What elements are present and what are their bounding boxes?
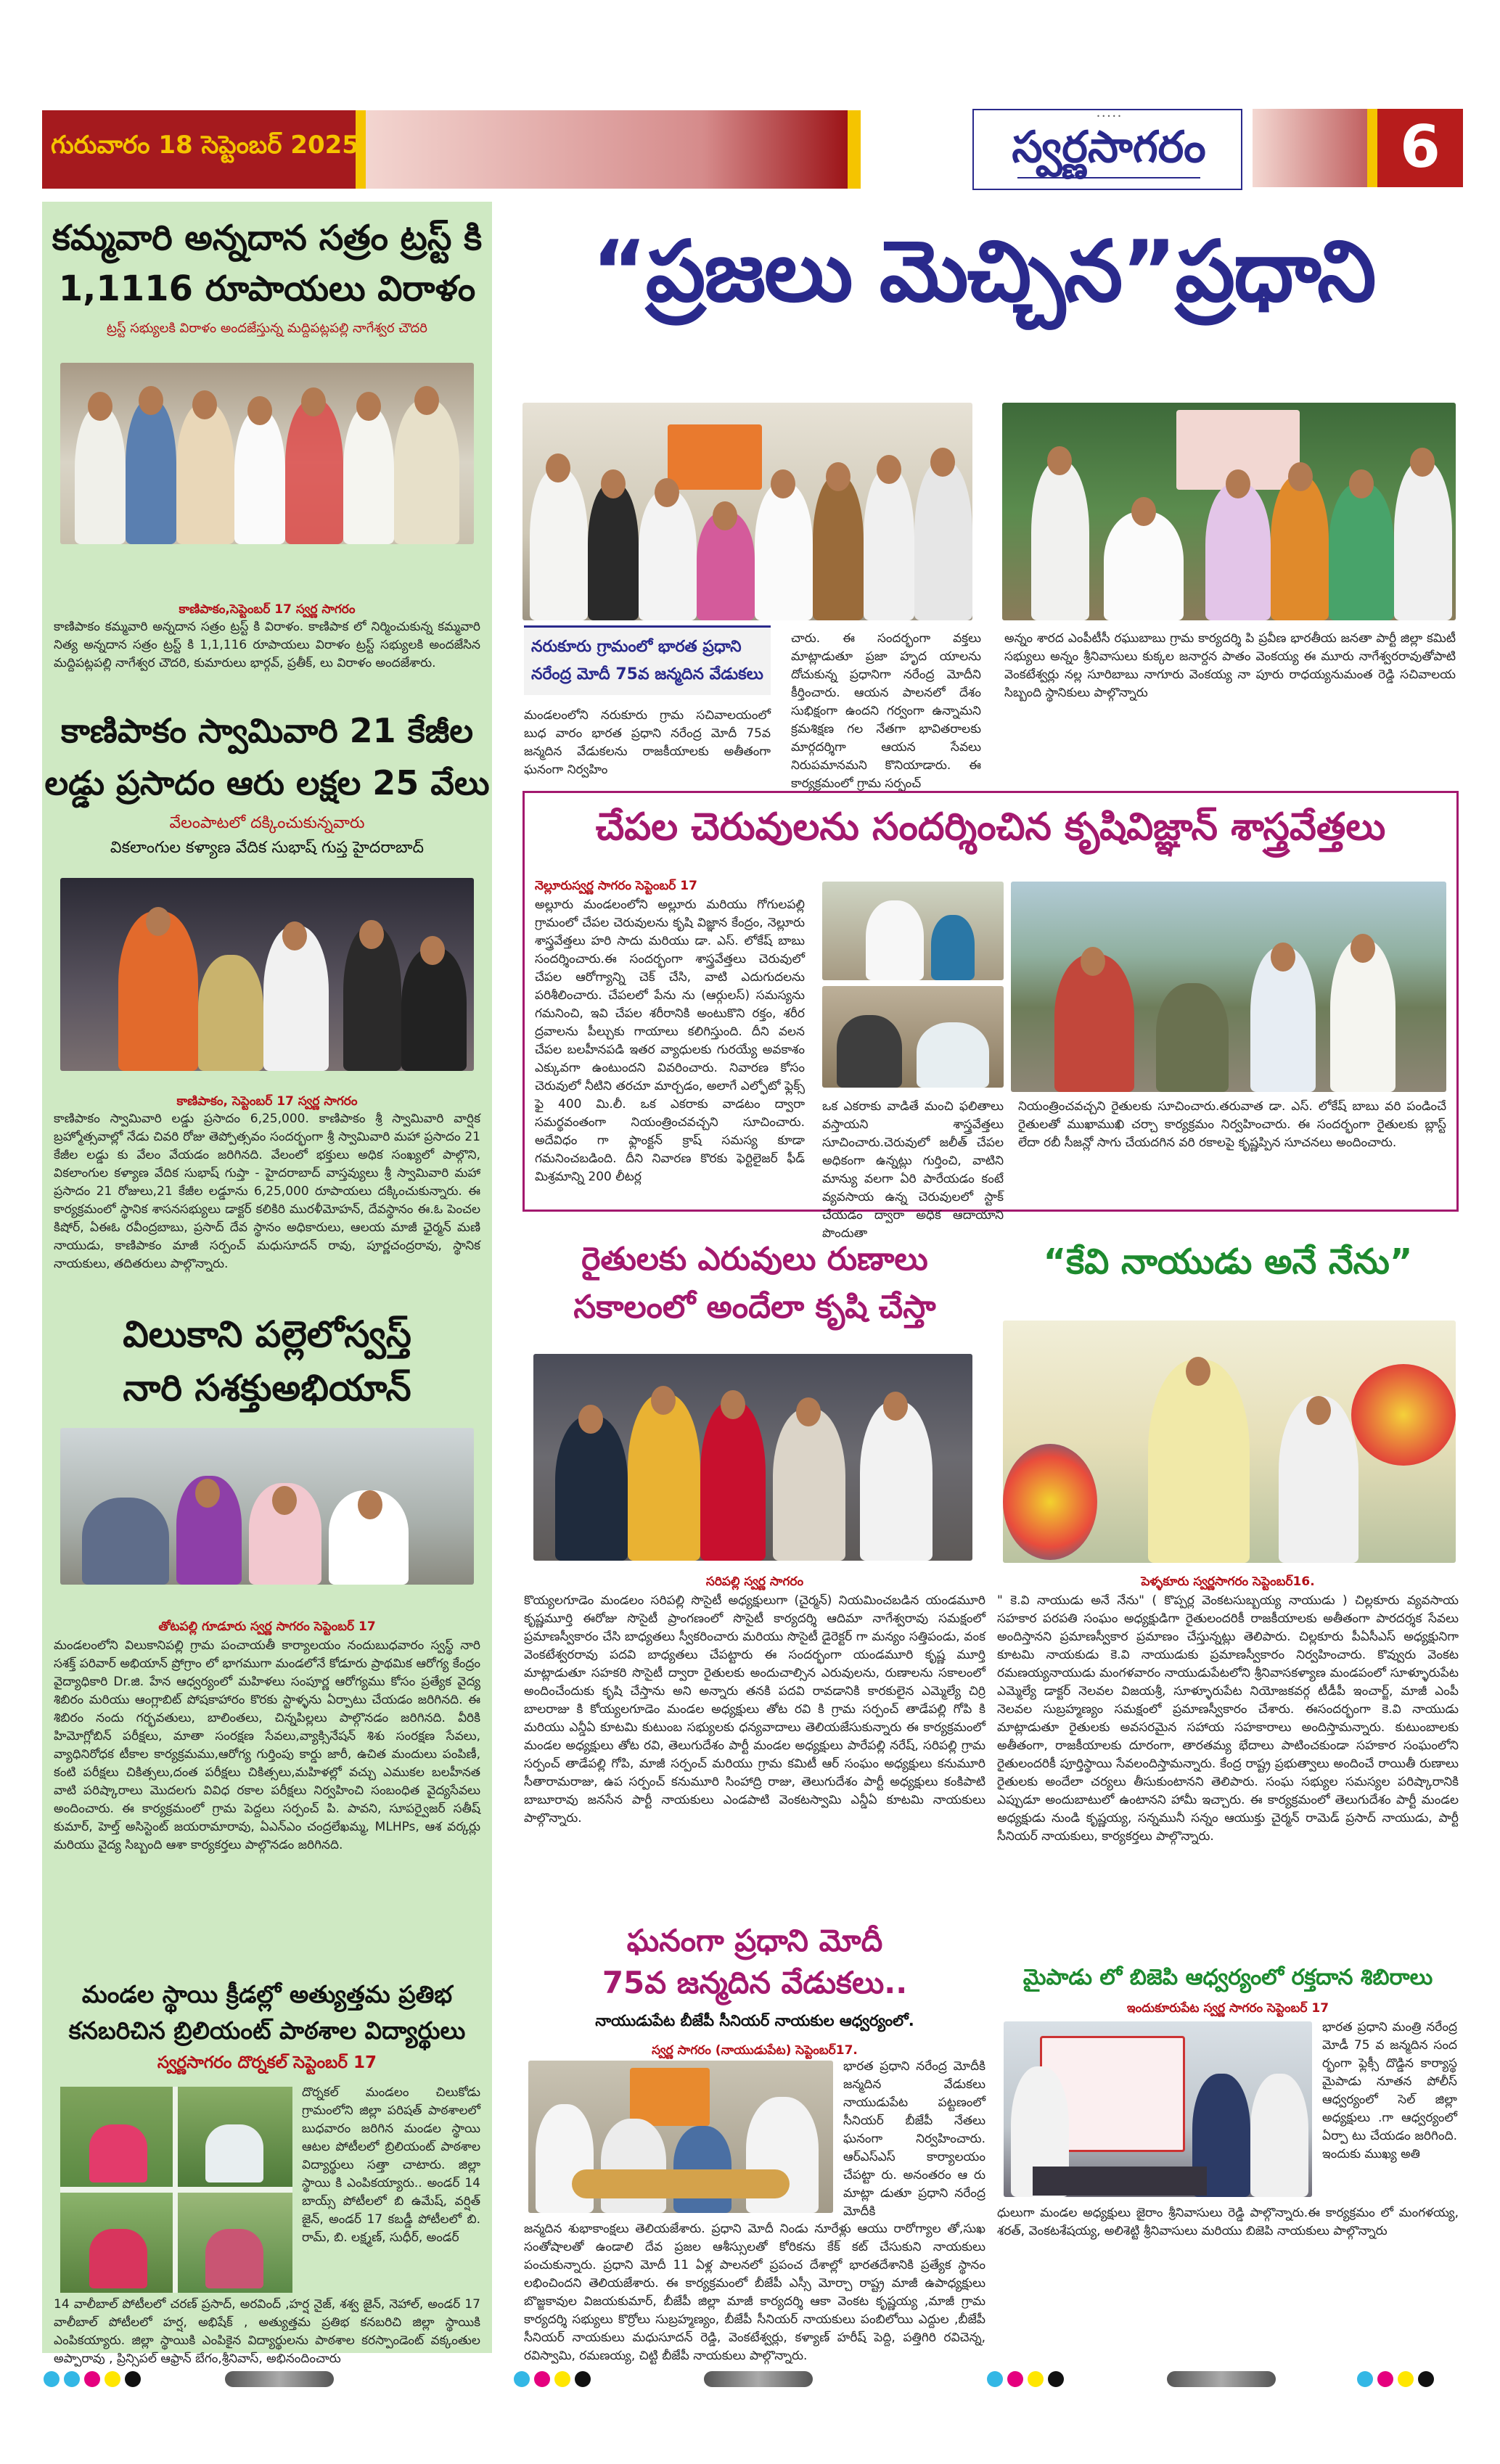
blood-body-full: ధులుగా మండల అధ్యక్షులు జైరాం శ్రీనివాసులు రెడ్డి పాల్గొన్నారు.ఈ కార్యక్రమం లో మంగళయ్య, శరత్, వెంకటశేషయ్య, అలిశెట్టి శ్రీనివాసులు మరియు బిజెపి నాయకులు పాల్గొన్నారు (997, 2206, 1459, 2238)
lead-body-col3: అన్నం శారద ఎంపీటీసీ రఘుబాబు గ్రామ కార్యదర్శి పి ప్రవీణ భారతీయ జనతా పార్టీ జిల్లా కమిటీ సభ్యులు అన్నం శ్రీనివాసులు కుక్కల జనార్దన పాతం వెంకయ్య ఈ మూరు నాగేశ్వరరావుతోపాటి వెంకటేశ్వర్లు నల్ల సూరిబాబు నాగూరు వెంకయ్య నా పూరు రాధయ్యనుమంత రెడ్డి సచివాలయ సిబ్బంది స్థానికులు పాల్గొన్నారు (1004, 631, 1456, 700)
lead-body-col1: మండలంలోని నరుకూరు గ్రామ సచివాలయంలో బుధ వారం భారత ప్రధాని నరేంద్ర మోదీ 75వ జన్మదిన వేడుకలను రాజకీయాలకు అతీతంగా ఘనంగా నిర్వహిం (524, 708, 771, 777)
story4-body-full: 14 వాలీబాల్ పోటీలలో చరణ్ ప్రసాద్, అరవింద్ ,హర్ష నైజ్, శశ్వ జైన్, నెహాల్, అండర్ 17 వాలీబాల్ పోటీలలో హర్ష, అభిషేక్ , అత్యుత్తమ ప్రతిభ కనబరిచి జిల్లా స్థాయికి ఎంపికయ్యారు. జిల్లా స్థాయికి ఎంపికైన విద్యార్థులను పాఠశాల కరస్పాండెంట్ వక్కంతుల అప్పారావు , ప్రిన్సిపల్ ఆఫ్రాన్ బేగం,శ్రీనివాస్, అభినందించారు (54, 2297, 480, 2366)
story3-photo (60, 1428, 474, 1585)
story4-body-column: దొర్నకల్ మండలం చిలుకోడు గ్రామంలోని జిల్లా పరిషత్ పాఠశాలలో బుధవారం జరిగిన మండల స్థాయి ఆటల పోటీలలో బ్రిలియంట్ పాఠశాల విద్యార్థులు సత్తా చాటారు. జిల్లా స్థాయి కి ఎంపికయ్యారు.. అండర్ 14 బాయ్స్ పోటీలలో బి ఉమేష్, వర్షిత్ జైన్, అండర్ 17 కబడ్డీ పోటీలలో బి. రామ్, బి. లక్ష్మణ్, సుధీర్, అండర్ (302, 2085, 480, 2245)
story4-headline-line2: కనబరిచిన బ్రిలియంట్ పాఠశాల విద్యార్థులు (68, 2016, 466, 2045)
registration-bar-2 (704, 2371, 813, 2387)
story1-body: కాణిపాకం కమ్మవారి అన్నదాన సత్రం ట్రస్ట్ కి విరాళం. కాణిపాక లో నిర్మించుకున్న కమ్మవారి నిత్య అన్నదాన సత్రం ట్రస్ట్ కి 1,1,116 రూపాయలు విరాళం ట్రస్ట్ సభ్యులకి అందజేసిన మద్దిపట్లపల్లి నాగేశ్వర చౌదరి, కుమారులు భార్గవ్, ప్రతీక్, లు విరాళం అందజేశారు. (54, 620, 480, 670)
lead-photo-2 (1002, 403, 1456, 620)
lead-body-col2: చారు. ఈ సందర్భంగా వక్తలు మాట్లాడుతూ ప్రజా హృద యాలను దోచుకున్న ప్రధానిగా నరేంద్ర మోదీని కీర్తించారు. ఆయన పాలనలో దేశం సుభిక్షంగా ఉందని గర్వంగా ఉన్నామని క్రమశిక్షణ గల నేతగా భావితరాలకు మార్గదర్శిగా ఆయన సేవలు నిరుపమానమని కొనియాడారు. ఈ కార్యక్రమంలో గ్రామ సర్పంచ్ (791, 631, 981, 791)
story2-credit: కాణిపాకం, సెప్టెంబర్ 17 స్వర్ణ సాగరం (176, 1094, 358, 1109)
fish-photo-2 (822, 986, 1004, 1088)
lead-headline: “ప్రజలు మెచ్చిన”ప్రధాని (591, 223, 1375, 321)
lead-caption: నరుకూరు గ్రామంలో భారత ప్రధాని నరేంద్ర మోదీ 75వ జన్మదిన వేడుకలు (524, 625, 771, 695)
registration-marks-left (44, 2371, 232, 2393)
blood-credit: ఇందుకూరుపేట స్వర్ణ సాగరం సెప్టెంబర్ 17 (1126, 2001, 1329, 2016)
lead-photo-1 (522, 403, 972, 620)
story1-subhead: ట్రస్ట్ సభ్యులకి విరాళం అందజేస్తున్న మద్దిపట్లపల్లి నాగేశ్వర చౌదరి (107, 321, 427, 336)
issue-date: గురువారం 18 సెప్టెంబర్ 2025 (51, 131, 359, 160)
story3-headline-line1: విలుకాని పల్లెలోస్వస్త్ (123, 1313, 411, 1355)
story3-headline-line2: నారి సశక్తుఅభియాన్ (123, 1367, 411, 1409)
modi-headline-line2: 75వ జన్మదిన వేడుకలు.. (602, 1965, 908, 2000)
fish-body-col3: నియంత్రించవచ్చని రైతులకు సూచించారు.తరువాత డా. ఎస్. లోకేష్ బాబు వరి పండించే రైతులతో ముఖాముఖి చర్చా కార్యక్రమం నిర్వహించారు. ఈ సందర్భంగా రైతులకు బ్లాస్ట్ లేదా రబీ సీజన్లో సాగు చేయదగిన వరి రకాలపై కృష్ణప్పిన సూచనలు అందించారు. (1018, 1099, 1446, 1150)
kv-body: " కె.వి నాయుడు అనే నేను" ( కొప్పర్ల వెంకటసుబ్బయ్య నాయుడు ) చిల్లకూరు వ్యవసాయ సహకార పరపతి సంఘం అధ్యక్షుడిగా రైతులందరికీ రాజకీయాలకు అతీతంగా పారదర్శక సేవలు అందిస్తానని ప్రమాణస్వీకార ప్రమాణం చేస్తున్నట్లు తెలిపారు. చిల్లకూరు పీఏసీఎస్ అధ్యక్షునిగా కూటమి నాయకుడు కె.వి నాయుడుకు ప్రమాణస్వీకారం నిర్వహించారు. కొవ్వురు వెంకట రమణయ్యనాయుడు మంగళవారం నాయుడుపేటలోని శ్రీనివాసకళ్యాణ మండపంలో సూళ్ళూరుపేట ఎమ్మెల్యే డాక్టర్ నెలవల విజయశ్రీ, సూళ్ళూరుపేట నియోజకవర్గ టీడీపీ ఇంచార్జ్, మాజీ ఎంపీ నెలవల సుబ్రహ్మణ్యం సమక్షంలో ప్రమాణస్వీకారం చేశారు. ఈసందర్భంగా కె.వి నాయుడు మాట్లాడుతూ రైతులకు అవసరమైన సహాయ సహకారాలు అందిస్తామన్నారు. కుటుంబాలకు అతీతంగా, రాజకీయాలకు దూరంగా, తారతమ్య భేదాలు పాటించకుండా సహకార సంఘంలోని రైతులందరికీ పూర్తిస్థాయి సేవలందిస్తామన్నారు. కేంద్ర రాష్ట్ర ప్రభుత్వాలు అందించే రాయితీ రుణాలు రైతులకు అందేలా చర్యలు తీసుకుంటానని తెలిపారు. సంఘ సభ్యుల సమస్యల పరిష్కారానికి ఎప్పుడూ అందుబాటులో ఉంటానని హామీ ఇచ్చారు. ఈ కార్యక్రమంలో తెలుగుదేశం పార్టీ మండల అధ్యక్షుడు నుండి కృష్ణయ్య, సన్నమునీ సన్నం ఆయుక్తు చైర్మన్ రామెడ్ ప్రసాద్ నాయుడు, పార్టీ సీనియర్ నాయకులు, కార్యకర్తలు పాల్గొన్నారు. (997, 1593, 1459, 1844)
kv-photo (1003, 1321, 1456, 1563)
blood-headline: మైపాడు లో బిజెపి ఆధ్వర్యంలో రక్తదాన శిబిరాలు (1022, 1965, 1433, 1990)
page-number-bar (1253, 109, 1463, 187)
left-column (42, 202, 492, 2366)
fish-credit: నెల్లూరుస్వర్ణ సాగరం సెప్టెంబర్ 17 (535, 879, 697, 893)
paper-logo: • • • • • స్వర్ణసాగరం (972, 109, 1242, 190)
registration-marks-right (987, 2371, 1103, 2393)
story3-credit: తోటపల్లి గూడూరు స్వర్ణ సాగరం సెప్టెంబర్ 17 (158, 1619, 376, 1634)
masthead-date-bar (42, 110, 861, 189)
paper-name: స్వర్ణసాగరం (1012, 122, 1206, 173)
fish-headline: చేపల చెరువులను సందర్శించిన కృషివిజ్ఞాన్ శాస్త్రవేత్తలు (595, 805, 1386, 849)
registration-bar-1 (225, 2371, 334, 2387)
modi-subhead: నాయుడుపేట బీజేపీ సీనియర్ నాయకుల ఆధ్వర్యంలో. (595, 2012, 914, 2029)
story1-photo (60, 363, 474, 544)
story1-headline-line1: కమ్మవారి అన్నదాన సత్రం ట్రస్ట్ కి (52, 218, 483, 258)
mid-photo (533, 1354, 972, 1561)
story2-body: కాణిపాకం స్వామివారి లడ్డు ప్రసాదం 6,25,000. కాణిపాకం శ్రీ స్వామివారి వార్షిక బ్రహ్మోత్సవాల్లో నేడు చివరి రోజు తెప్పోత్సవం సందర్భంగా శ్రీ స్వామివారి మహా ప్రసాదం 21 కేజీల లడ్డు కు వేలం వేయడం జరిగినది. వేలంలో భక్తులు అధిక సంఖ్యలో పాల్గొని, వికలాంగుల కళ్యాణ వేదిక సుభాష్ గుప్తా - హైదరాబాద్ వాస్తవ్యులు శ్రీ స్వామివారి మహా ప్రసాదం 21 రోజులు,21 కేజీల లడ్డూను 6,25,000 రూపాయలు దక్కించుకున్నారు. ఈ కార్యక్రమంలో స్థానిక శాసనసభ్యులు డాక్టర్ కలికిరి మురళీమోహన్, దేవస్థానం ఈ.ఓ పెంచల కిషోర్, ఏఈఓ రవీంద్రబాబు, ప్రసాద్ దేవ స్థానం అధికారులు, ఆలయ మాజీ ఛైర్మన్ మణి నాయుడు, కాణిపాకం మాజీ సర్పంచ్ మధుసూదన్ రావు, పూర్ణచంద్రరావు, స్థానిక నాయకులు, తదితరులు పాల్గొన్నారు. (54, 1112, 480, 1271)
mid-headline-line1: రైతులకు ఎరువులు రుణాలు (581, 1241, 928, 1278)
mid-credit: సరిపల్లి స్వర్ణ సాగరం (705, 1574, 804, 1589)
fish-photo-3 (1011, 882, 1446, 1092)
story2-photo (60, 878, 474, 1071)
story2-headline-line1: కాణిపాకం స్వామివారి 21 కేజీల (61, 711, 473, 750)
page-number: 6 (1400, 113, 1440, 181)
story3-body: మండలంలోని విలుకానిపల్లి గ్రామ పంచాయతీ కార్యాలయం నందుబుధవారం స్వస్థ్ నారి సశక్త్ పరివార్ అభియాన్ ప్రోగ్రాం లో భాగముగా మండలోనే కోడూరు ప్రాథమిక ఆరోగ్య కేంద్రం వైద్యాధికారి Dr.జి. హేన ఆధ్వర్యంలో మహిళలు సంపూర్ణ ఆరోగ్యము కోసం ప్రత్యేక వైద్య శిబిరం మరియు ఆంగ్లాబిట్ పోషకాహారం కొరకు స్టాళ్ళను ఏర్పాటు చేయడం జరిగినది. ఈ శిబిరం నందు గర్భవతులు, బాలింతలు, చిన్నపిల్లలు పాల్గొనడం జరిగినది. వీరికి హిమోగ్లోబిన్ పరీక్షలు, మాతా సంరక్షణ సేవలు,వ్యాక్సినేషన్ శిశు సంరక్షణ సేవలు, వ్యాధినిరోధక టీకాల కార్యక్రమము,ఆరోగ్య గుర్తింపు కార్డు జారీ, ఉచిత మందులు పంపిణీ, కంటి పరీక్షలు చికిత్సలు,దంత పరీక్షలు చికిత్సలు,మహిళల్లో వచ్చు ఎముకల బలహీనత వాటి పరిష్కారాలు మొదలగు వివిధ రకాల పరీక్షలు నిర్వహించి సంబంధిత వైద్యసేవలు అందించారు. ఈ కార్యక్రమంలో గ్రామ పెద్దలు సర్పంచ్ పి. పావని, సూపర్వైజర్ సతీష్ కుమార్, హెల్త్ అసిస్టెంట్ జయరామారావు, ఏఎన్ఎం చంద్రలేఖమ్మ, MLHPs, ఆశ వర్కర్లు మరియు వైద్య సిబ్బంది ఆశా కార్యకర్తలు పాల్గొనడం జరిగినది. (54, 1638, 480, 1852)
fish-body-col1: అల్లూరు మండలంలోని అల్లూరు మరియు గోగులపల్లి గ్రామంలో చేపల చెరువులను కృషి విజ్ఞాన కేంద్రం, నెల్లూరు శాస్త్రవేత్తలు హరి సాదు మరియు డా. ఎస్. లోకేష్ బాబు సందర్శించారు.ఈ సందర్భంగా శాస్త్రవేత్తలు చెరువులో చేపల ఆరోగ్యాన్ని చెక్ చేసి, వాటి ఎదుగుదలను పరిశీలించారు. చేపలలో పేను ను (ఆర్గులస్) సమస్యను గమనించి, ఇవి చేపల శరీరానికి అంటుకొని రక్తం, శరీర ద్రవాలను పీల్చుకు గాయాలు కలిగిస్తుంది. దీని వలన చేపల బలహీనపడి ఇతర వ్యాధులకు గురయ్యే అవకాశం ఎక్కువగా ఉంటుందని వివరించారు. నివారణ కోసం చెరువులో నీటిని తరచూ మార్చడం, అలాగే ఎల్ఫోటో ఫ్లెక్స్ ఫై 400 మి.లీ. ఒక ఎకరాకు వాడటం ద్వారా సమర్థవంతంగా నియంత్రించవచ్చని సూచించారు. అదేవిధం గా ఫ్లాంక్టన్ క్రాష్ సమస్య కూడా గమనించబడింది. దీని నివారణ కొరకు ఫెర్టిలైజర్ ఫీడ్ మిశ్రమాన్ని 200 లీటర్ల (535, 898, 805, 1184)
fish-body-col2: ఒక ఎకరాకు వాడితే మంచి ఫలితాలు వస్తాయని శాస్త్రవేత్తలు సూచించారు.చెరువులో జలీత్ చేపల అధికంగా ఉన్నట్లు గుర్తించి, వాటిని మాన్యు వలగా ఏరి పారేయడం కంటే వ్యవసాయ ఉన్న చెరువులలో స్టాక్ చేయడం ద్వారా అధిక ఆదాయాని పొందుతా (822, 1099, 1004, 1241)
registration-bar-3 (1167, 2371, 1276, 2387)
modi-body-full: జన్మదిన శుభాకాంక్షలు తెలియజేశారు. ప్రధాని మోదీ నిండు నూరేళ్లు ఆయు రారోగ్యాల తో,సుఖ సంతోషాలతో ఉండాలి దేవ ప్రజల ఆశీస్సులతో కోరికను కేక్ కట్ చేసుకుని నాయకులు పంచుకున్నారు. ప్రధాని మోదీ 11 ఏళ్ల పాలనలో ప్రపంచ దేశాల్లో భారతదేశానికి ప్రత్యేక స్థానం లభించిందని తెలియజేశారు. ఈ కార్యక్రమంలో బీజేపీ ఎస్సీ మోర్చా రాష్ట్ర మాజీ ఉపాధ్యక్షులు బొజ్జకావుల విజయకుమార్, బీజేపీ జిల్లా మాజీ కార్యదర్శి ఆకా వెంకట కృష్ణయ్య ,మాజీ గ్రామ కార్యదర్శి సభ్యులు కొర్రోలు సుబ్రహ్మణ్యం, బీజేపీ సీనియర్ నాయకులు పంబిలోయి ఎద్దుల ,బీజేపీ సీనియర్ నాయకులు మధుసూదన్ రెడ్డి, వెంకటేశ్వర్లు, కళ్యాణ్ హరీష్ పెద్ది, పత్తిగిరి రవిచెన్న, రవిస్వామి, రమణయ్య, చిట్టి బీజేపీ నాయకులు పాల్గొన్నారు. (524, 2222, 985, 2363)
registration-marks-center (514, 2371, 630, 2393)
story1-headline-line2: 1,1116 రూపాయలు విరాళం (58, 268, 476, 309)
story4-credit: స్వర్ణసాగరం దొర్నకల్ సెప్టెంబర్ 17 (157, 2053, 377, 2072)
mid-body: కొయ్యలగూడెం మండలం సరిపల్లి సొసైటీ అధ్యక్షులుగా (చైర్మన్) నియమించబడిన యండమూరి కృష్ణమూర్తి ఈరోజు సొసైటీ ప్రాంగణంలో సొసైటీ కార్యదర్శి ఆదిమా నాగేశ్వరావు సమక్షంలో ప్రమాణస్వీకారం చేసి బాధ్యతలు స్వీకరించారు మరియు సొసైటీ డైరెక్టర్ గా మన్యం సత్తిపండు, వంక వెంకటేశ్వరరావు పదవి బాధ్యతలు చేపట్టారు ఈ సందర్భంగా యండమూరి కృష్ణ మూర్తి మాట్లాడుతూ సహకరి సొసైటీ ద్వారా రైతులకు అందుచాల్సిన ఎరువులను, రుణాలను సకాలంలో అందించేందుకు కృషి చేస్తాను అని అన్నారు తనకి పదవి రావడానికి కారకులైన ఎమ్మెల్యే చిర్రి బాలరాజు కి కోయ్యలగూడెం మండల అధ్యక్షులు తోట రవి కి గ్రామ సర్పంచ్ తాడేపల్లి గోపి కి మరియు ఎన్డీఏ కూటమి కుటుంబ సభ్యులకు ధన్యవాదాలు తెలియజేసుకున్నారు ఈ కార్యక్రమంలో మండల అధ్యక్షులు తోట రవి, తెలుగుదేశం పార్టీ మండల అధ్యక్షులు పారేపల్లి నరేష్, సరిపల్లి గ్రామ సర్పంచ్ తాడేపల్లి గోపి, మాజీ సర్పంచ్ మరియు గ్రామ కమిటీ ఆర్ సంఘం అధ్యక్షులు కనుమూరి సీతారామరాజు, ఉప సర్పంచ్ కనుమూరి సింహాద్రి రాజు, తెలుగుదేశం పార్టీ అధ్యక్షులు కంకిపాటి బాబూరావు జనసేన పార్టీ నాయకులు ఎండపాటి వెంకటస్వామి ఎన్డీఏ కూటమి నాయకులు పాల్గొన్నారు. (524, 1593, 985, 1826)
kv-headline: “కేవి నాయుడు అనే నేను” (1043, 1241, 1413, 1282)
modi-credit: స్వర్ణ సాగరం (నాయుడుపేట) సెప్టెంబర్17. (652, 2043, 858, 2058)
story2-headline-line2: లడ్డు ప్రసాదం ఆరు లక్షల 25 వేలు (44, 763, 490, 802)
blood-body-column: భారత ప్రధాని మంత్రి నరేంద్ర మోడీ 75 వ జన్మదిన సంద ర్భంగా ఫ్లెక్సీ దొడ్డిన కార్యాస్థ మైపాడు నూతన పోలీస్ ఆధ్వర్యంలో సెల్ జిల్లా అధ్యక్షులు .గా ఆధ్వర్యంలో ఏర్పా టు చేయడం జరిగింది. ఇందుకు ముఖ్య అతి (1322, 2020, 1457, 2161)
fish-story-box (522, 791, 1459, 1241)
story1-credit: కాణిపాకం,సెప్టెంబర్ 17 స్వర్ణ సాగరం (179, 602, 356, 617)
story2-subhead1: వేలంపాటలో దక్కించుకున్నవారు (169, 814, 365, 832)
story4-photo-grid (60, 2087, 292, 2293)
modi-body-column: భారత ప్రధాని నరేంద్ర మోదీకి జన్మదిన వేడుకలు నాయుడుపేట పట్టణంలో సీనియర్ బీజేపీ నేతలు ఘనంగా నిర్వహించారు. ఆర్ఎస్ఎస్ కార్యాలయం చేపట్టా రు. అనంతరం ఆ రు మాట్లా డుతూ ప్రధాని నరేంద్ర మోదీకి (843, 2059, 985, 2219)
modi-photo (528, 2061, 833, 2213)
registration-marks-far-right (1357, 2371, 1473, 2393)
blood-photo (1004, 2021, 1312, 2197)
kv-credit: పెళ్ళకూరు స్వర్ణసాగరం సెప్టెంబర్16. (1141, 1574, 1315, 1589)
mid-headline-line2: సకాలంలో అందేలా కృషి చేస్తా (573, 1289, 936, 1326)
story4-headline-line1: మండల స్థాయి క్రీడల్లో అత్యుత్తమ ప్రతిభ (81, 1980, 453, 2008)
story2-subhead2: వికలాంగుల కళ్యాణ వేదిక సుభాష్ గుప్త హైదరాబాద్ (110, 839, 425, 857)
fish-photo-1 (822, 882, 1004, 980)
modi-headline-line1: ఘనంగా ప్రధాని మోదీ (626, 1923, 883, 1958)
